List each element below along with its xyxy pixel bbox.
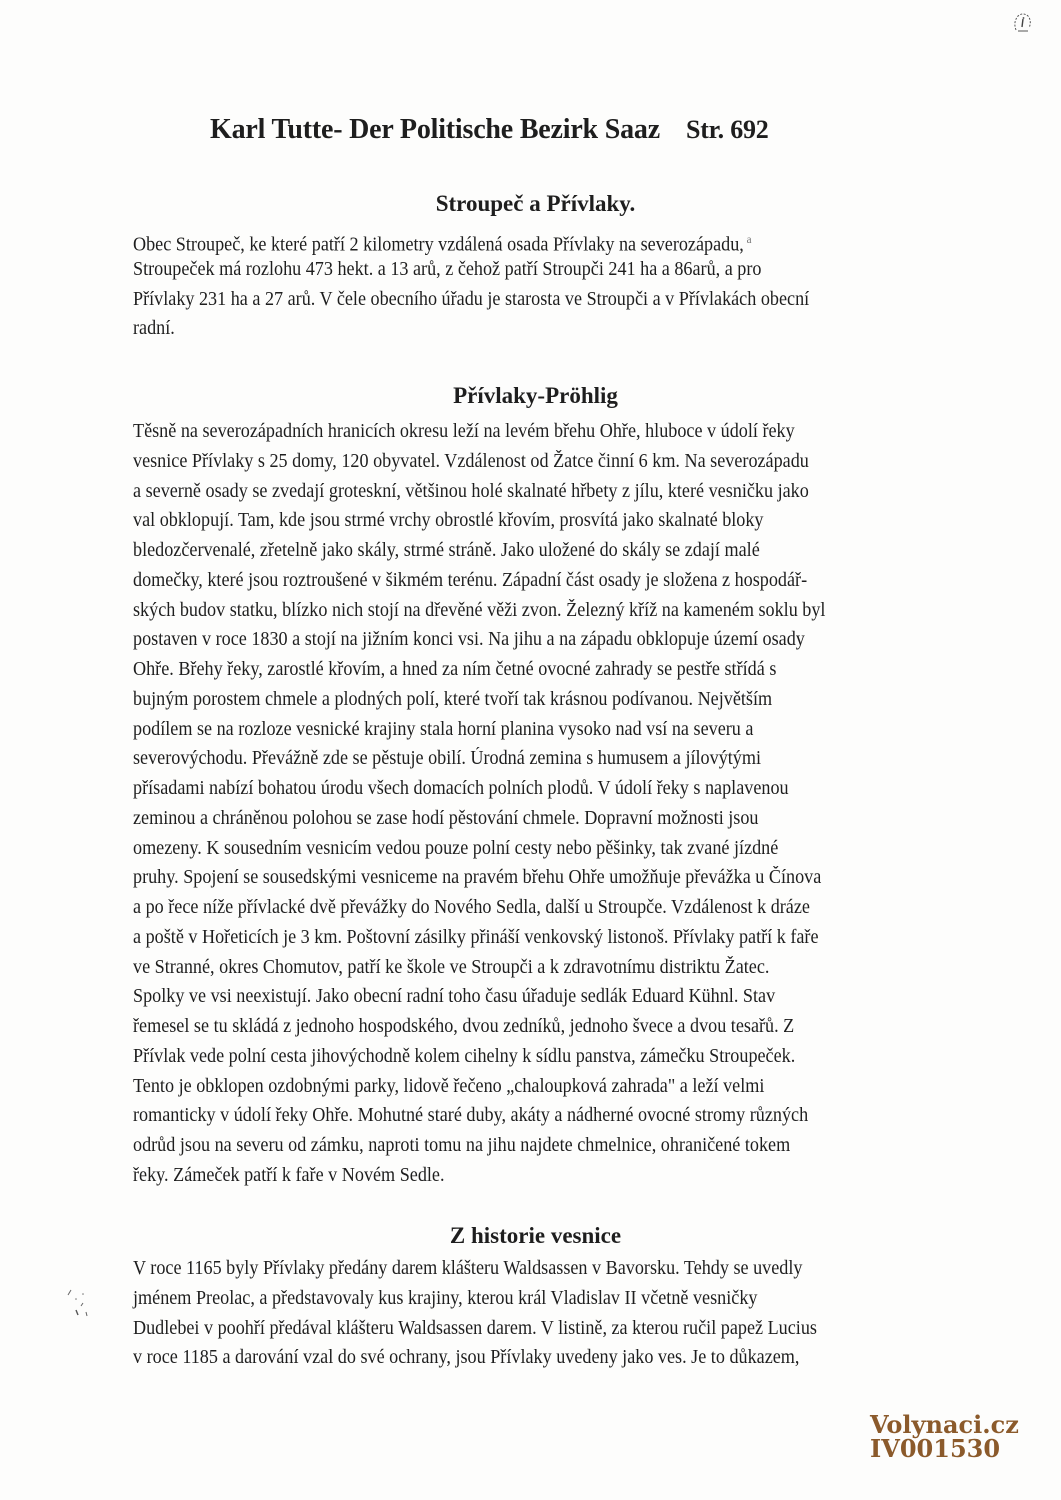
text-line: a severně osady se zvedají groteskní, většinou holé skalnaté hřbety z jílu, které vesničku jako	[133, 480, 809, 502]
text-line: a poště v Hořeticích je 3 km. Poštovní zásilky přináší venkovský listonoš. Přívlaky patří k faře	[133, 926, 819, 948]
text-line: romanticky v údolí řeky Ohře. Mohutné staré duby, akáty a nádherné ovocné stromy různých	[133, 1105, 809, 1127]
text-line: odrůd jsou na severu od zámku, naproti tomu na jihu najdete chmelnice, ohraničené tokem	[133, 1135, 791, 1156]
text-line: ve Stranné, okres Chomutov, patří ke škole ve Stroupči a k zdravotnímu distriktu Žatec.	[133, 956, 770, 978]
text-line: postaven v roce 1830 a stojí na jižním konci vsi. Na jihu a na západu obklopuje území osady	[133, 629, 805, 651]
watermark	[870, 1410, 1019, 1463]
text-line: Přívlaky 231 ha a 27 arů. V čele obecního úřadu je starosta ve Stroupči a v Přívlakách obecní	[133, 288, 810, 310]
text-line: domečky, které jsou roztroušené v šikmém terénu. Západní část osady je složena z hospodář-	[133, 569, 808, 591]
document-title-text: Karl Tutte- Der Politische Bezirk Saaz	[210, 114, 660, 145]
text-line: omezeny. K sousedním vesnicím vedou pouze polní cesty nebo pěšinky, tak zvané jízdné	[133, 837, 779, 859]
section-heading: Stroupeč a Přívlaky.	[435, 191, 636, 216]
text-line: jménem Preolac, a představovaly kus krajiny, kterou král Vladislav II včetně vesničky	[133, 1287, 758, 1309]
text-line: podílem se na rozloze vesnické krajiny stala horní planina vysoko nad vsí na severu a	[133, 718, 754, 740]
text-line: Dudlebei v poohří předával klášteru Waldsassen darem. V listině, za kterou ručil papež Lucius	[133, 1317, 817, 1339]
text-line: Přívlak vede polní cesta jihovýchodně kolem cihelny k sídlu panstva, zámečku Stroupeček.	[133, 1045, 796, 1067]
text-line: Stroupeček má rozlohu 473 hekt. a 13 arů, z čehož patří Stroupči 241 ha a 86arů, a pro	[133, 258, 762, 280]
text-line: Tento je obklopen ozdobnými parky, lidově řečeno „chaloupková zahrada" a leží velmi	[133, 1075, 765, 1097]
watermark-id: IV001530	[870, 1434, 1001, 1463]
section-heading: Z historie vesnice	[449, 1223, 622, 1248]
handwritten-annotation: a	[746, 232, 752, 246]
text-line: severovýchodu. Převážně zde se pěstuje obilí. Úrodná zemina s humusem a jílovýtými	[133, 748, 762, 770]
text-line: v roce 1185 a darování vzal do své ochrany, jsou Přívlaky uvedeny jako ves. Je to důkazem,	[133, 1347, 800, 1369]
text-line: Spolky ve vsi neexistují. Jako obecní radní toho času úřaduje sedlák Eduard Kühnl. Stav	[133, 986, 776, 1008]
handwritten-page-mark-icon	[1010, 10, 1036, 36]
text-line: ských budov statku, blízko nich stojí na dřevěné věži zvon. Železný kříž na kameném soklu byl	[133, 599, 826, 621]
watermark-site: Volynaci.cz	[870, 1410, 1019, 1439]
text-line: a po řece níže přívlacké dvě převážky do Nového Sedla, další u Stroupče. Vzdálenost k dráze	[133, 897, 810, 918]
text-line: bujným porostem chmele a plodných polí, které tvoří tak krásnou podívanou. Největším	[133, 688, 773, 710]
text-line: řemesel se tu skládá z jednoho hospodského, dvou zedníků, jednoho švece a dvou tesařů. Z	[133, 1016, 795, 1037]
section-heading: Přívlaky-Pröhlig	[453, 383, 618, 408]
text-line: pruhy. Spojení se sousedskými vesniceme na pravém břehu Ohře umožňuje převážka u Čínova	[133, 867, 822, 889]
text-line: řeky. Zámeček patří k faře v Novém Sedle.	[133, 1164, 445, 1186]
text-line-content: Obec Stroupeč, ke které patří 2 kilometry vzdálená osada Přívlaky na severozápadu,	[133, 234, 744, 256]
text-line: zeminou a chráněnou polohou se zase hodí pěstování chmele. Dopravní možnosti jsou	[133, 807, 759, 829]
section-paragraph	[133, 1254, 963, 1373]
text-line: vesnice Přívlaky s 25 domy, 120 obyvatel. Vzdálenost od Žatce činní 6 km. Na severozápadu	[133, 450, 809, 472]
text-line: V roce 1165 byly Přívlaky předány darem klášteru Waldsassen v Bavorsku. Tehdy se uvedly	[133, 1258, 803, 1279]
text-line: Těsně na severozápadních hranicích okresu leží na levém břehu Ohře, hluboce v údolí řeky	[133, 421, 795, 442]
text-line: Ohře. Břehy řeky, zarostlé křovím, a hned za ním četné ovocné zahrady se pestře střídá s	[133, 659, 777, 680]
section-paragraph	[133, 225, 963, 344]
text-line	[133, 225, 905, 255]
document-title	[210, 114, 769, 146]
text-line: val obklopují. Tam, kde jsou strmé vrchy obrostlé křovím, prosvítá jako skalnaté bloky	[133, 510, 764, 532]
text-line: bledozčervenalé, zřetelně jako skály, strmé stráně. Jako uložené do skály se zdají malé	[133, 540, 760, 561]
page-reference: Str. 692	[685, 115, 769, 144]
scan-specks-decoration	[62, 1285, 102, 1325]
text-line: přísadami nabízí bohatou úrodu všech domacích polních plodů. V údolí řeky s naplavenou	[133, 778, 789, 799]
section-paragraph	[133, 417, 963, 1191]
text-line: radní.	[133, 318, 175, 340]
